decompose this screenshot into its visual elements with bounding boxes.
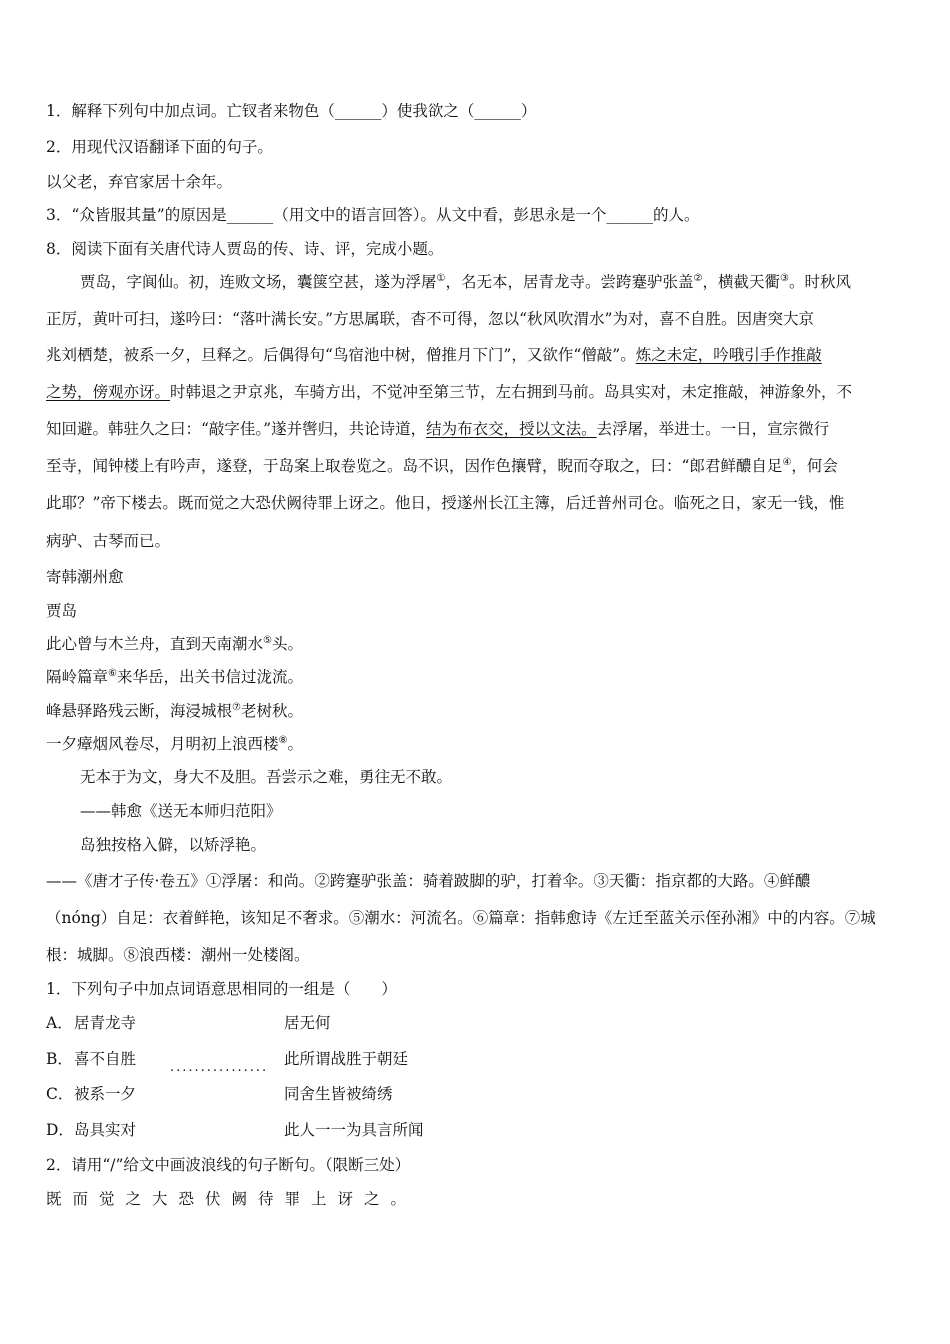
review-line-2: 岛独按格入僻，以矫浮艳。 bbox=[80, 836, 267, 854]
footnote-marker: ⑤ bbox=[263, 634, 272, 646]
poem-text: 隔岭篇章 bbox=[46, 668, 109, 686]
wavy-underlined-text: 之势，傍观亦讶。 bbox=[46, 383, 171, 401]
passage-text: ，何会 bbox=[791, 457, 838, 475]
footnote-marker: ③ bbox=[779, 272, 789, 284]
option-a-right: 居无何 bbox=[284, 1014, 331, 1032]
poem-text: 一夕瘴烟风卷尽，月明初上浪西楼 bbox=[46, 735, 279, 753]
passage-line-3 bbox=[46, 344, 906, 366]
option-b-right: 此所谓战胜于朝廷 bbox=[284, 1050, 409, 1068]
passage-text: 去浮屠，举进士。一日，宣宗微行 bbox=[596, 420, 830, 438]
poem-text: 头。 bbox=[271, 635, 303, 653]
wavy-underlined-text: 炼之未定，吟哦引手作推敲 bbox=[635, 346, 822, 364]
passage-text: 此耶？”帝下楼去。既而觉之大恐伏阙待罪上讶之。他日，授遂州长江主簿，后迁普州司仓。临死之日，家无一钱，惟 bbox=[46, 494, 845, 512]
poem-line-3 bbox=[46, 700, 303, 722]
punctuation-sentence: 既而觉之大恐伏阙待罪上讶之。 bbox=[46, 1190, 418, 1208]
passage-text: 病驴、古琴而已。 bbox=[46, 532, 171, 550]
passage-text: 贾岛，字阆仙。初，连败文场，囊箧空甚，遂为浮屠 bbox=[80, 273, 437, 291]
option-c-right: 同舍生皆被绮绣 bbox=[284, 1085, 393, 1103]
subquestion-1: 1．下列句子中加点词语意思相同的一组是（ ） bbox=[46, 980, 397, 998]
notes-line-3: 根：城脚。⑧浪西楼：潮州一处楼阁。 bbox=[46, 946, 310, 964]
footnote-marker: ④ bbox=[782, 456, 792, 468]
emphasis-dots: ................ bbox=[170, 1060, 269, 1075]
poem-line-1 bbox=[46, 633, 303, 655]
underlined-text: 结为布衣交，授以文法。 bbox=[426, 420, 597, 438]
passage-text: ，名无本，居青龙寺。尝跨蹇驴张盖 bbox=[445, 273, 694, 291]
option-d-left: 岛具实对 bbox=[74, 1121, 137, 1139]
footnote-marker: ⑧ bbox=[278, 734, 288, 746]
footnote-marker: ② bbox=[693, 272, 703, 284]
poem-text: 。 bbox=[287, 735, 303, 753]
passage-text: 兆刘栖楚，被系一夕，旦释之。后偶得句“鸟宿池中树，僧推月下门”，又欲作“僧敲”。 bbox=[46, 346, 636, 364]
poem-title: 寄韩潮州愈 bbox=[46, 568, 124, 586]
footnote-marker: ① bbox=[436, 272, 446, 284]
poem-text: 来华岳，出关书信过泷流。 bbox=[116, 668, 303, 686]
passage-line-8 bbox=[46, 530, 906, 552]
poem-text: 峰悬驿路残云断，海浸城根 bbox=[46, 702, 233, 720]
review-line-1: 无本于为文，身大不及胆。吾尝示之难，勇往无不敢。 bbox=[80, 768, 453, 786]
option-c-left: 被系一夕 bbox=[74, 1085, 137, 1103]
question-3: 3．“众皆服其量”的原因是______（用文中的语言回答）。从文中看，彭思永是一个______的人。 bbox=[46, 206, 700, 224]
passage-line-2 bbox=[46, 308, 906, 330]
notes-line-1: ——《唐才子传·卷五》①浮屠：和尚。②跨蹇驴张盖：骑着跛脚的驴，打着伞。③天衢：指京都的大路。④鲜醲 bbox=[46, 872, 811, 890]
option-c-label[interactable]: C． bbox=[46, 1085, 74, 1103]
question-2-sentence: 以父老，弃官家居十余年。 bbox=[46, 173, 233, 191]
poem-line-2 bbox=[46, 666, 303, 688]
option-d-label[interactable]: D． bbox=[46, 1121, 74, 1139]
poem-author: 贾岛 bbox=[46, 602, 78, 620]
passage-line-1 bbox=[80, 271, 906, 293]
option-b-label[interactable]: B． bbox=[46, 1050, 73, 1068]
poem-text: 老树秋。 bbox=[240, 702, 303, 720]
question-1: 1．解释下列句中加点词。亡钗者来物色（______）使我欲之（______） bbox=[46, 102, 537, 120]
review-source: ——韩愈《送无本师归范阳》 bbox=[80, 802, 282, 820]
passage-line-4 bbox=[46, 381, 906, 403]
subquestion-2: 2．请用“/”给文中画波浪线的句子断句。（限断三处） bbox=[46, 1156, 411, 1174]
option-a-left: 居青龙寺 bbox=[74, 1014, 137, 1032]
passage-line-7 bbox=[46, 492, 906, 514]
passage-text: 正厉，黄叶可扫，遂吟曰：“落叶满长安。”方思属联，杳不可得，忽以“秋风吹渭水”为对，喜不自胜。因唐突大京 bbox=[46, 310, 814, 328]
question-2: 2．用现代汉语翻译下面的句子。 bbox=[46, 138, 273, 156]
option-b-left: 喜不自胜 bbox=[74, 1050, 137, 1068]
passage-line-5 bbox=[46, 418, 906, 440]
poem-text: 此心曾与木兰舟，直到天南潮水 bbox=[46, 635, 264, 653]
option-a-label[interactable]: A． bbox=[46, 1014, 73, 1032]
passage-text: 。时秋风 bbox=[788, 273, 851, 291]
passage-text: ，横截天衢 bbox=[702, 273, 780, 291]
passage-text: 至寺，闻钟楼上有吟声，遂登，于岛案上取卷览之。岛不识，因作色攘臂，睨而夺取之，曰：“郎君鲜醲自足 bbox=[46, 457, 783, 475]
poem-line-4 bbox=[46, 733, 303, 755]
footnote-marker: ⑦ bbox=[232, 701, 241, 713]
passage-line-6 bbox=[46, 455, 906, 477]
footnote-marker: ⑥ bbox=[108, 667, 117, 679]
option-d-right: 此人一一为具言所闻 bbox=[284, 1121, 424, 1139]
passage-text: 时韩退之尹京兆，车骑方出，不觉冲至第三节，左右拥到马前。岛具实对，未定推敲，神游象外，不 bbox=[170, 383, 853, 401]
question-8: 8．阅读下面有关唐代诗人贾岛的传、诗、评，完成小题。 bbox=[46, 240, 444, 258]
notes-line-2: （nóng）自足：衣着鲜艳，该知足不奢求。⑤潮水：河流名。⑥篇章：指韩愈诗《左迁至蓝关示侄孙湘》中的内容。⑦城 bbox=[46, 909, 876, 927]
passage-text: 知回避。韩驻久之曰：“敲字佳。”遂并辔归，共论诗道， bbox=[46, 420, 427, 438]
